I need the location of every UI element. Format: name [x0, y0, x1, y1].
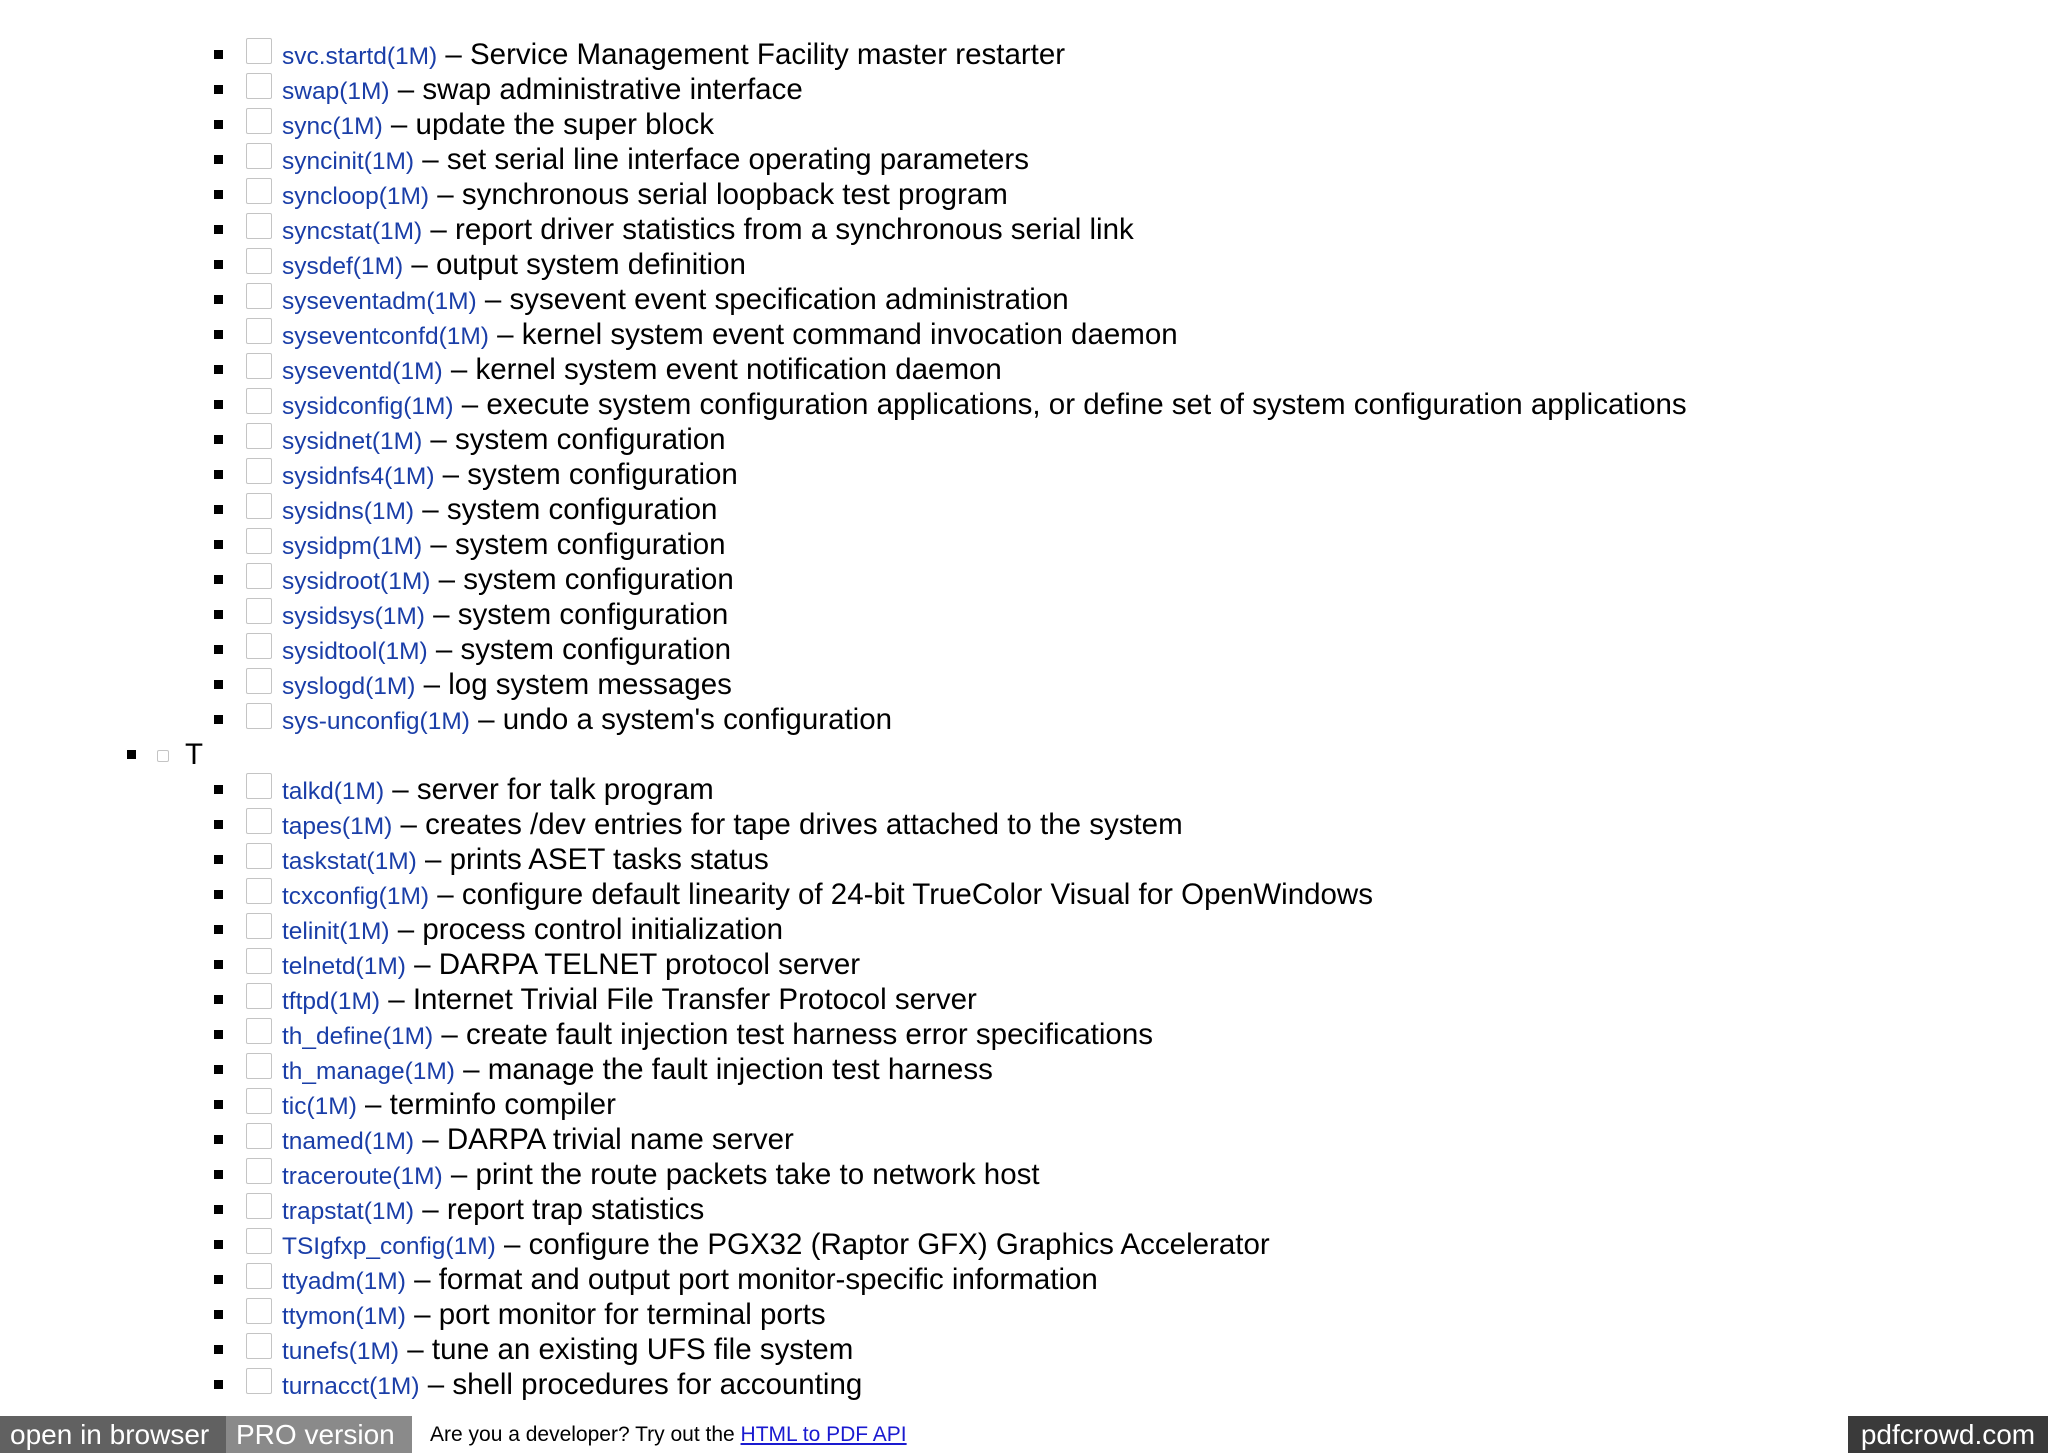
checkbox-icon: [246, 1228, 272, 1254]
command-description: – create fault injection test harness error specifications: [433, 1018, 1153, 1051]
promo-text: Are you a developer? Try out the: [430, 1423, 741, 1446]
list-item: [0, 1052, 2048, 1087]
man-page-link[interactable]: ttyadm(1M): [282, 1268, 406, 1295]
bullet-icon: [214, 120, 223, 129]
list-item-text: [282, 423, 726, 459]
man-page-link[interactable]: syncstat(1M): [282, 218, 423, 245]
list-item: [0, 1332, 2048, 1367]
list-item: [0, 177, 2048, 212]
list-item-text: [282, 248, 746, 284]
bullet-icon: [214, 1100, 223, 1109]
list-item-text: [282, 108, 714, 144]
checkbox-icon: [157, 750, 169, 762]
command-description: – system configuration: [430, 563, 734, 596]
list-item-text: [282, 1053, 993, 1089]
checkbox-icon: [246, 563, 272, 589]
list-item: [0, 37, 2048, 72]
man-page-link[interactable]: syseventadm(1M): [282, 288, 477, 315]
list-item: [0, 352, 2048, 387]
checkbox-icon: [246, 528, 272, 554]
man-page-link[interactable]: svc.startd(1M): [282, 43, 438, 70]
list-item-text: [282, 808, 1183, 844]
list-item: [0, 912, 2048, 947]
bullet-icon: [214, 540, 223, 549]
list-item-text: [282, 563, 734, 599]
checkbox-icon: [246, 248, 272, 274]
command-description: – swap administrative interface: [389, 73, 803, 106]
man-page-link[interactable]: tunefs(1M): [282, 1338, 400, 1365]
command-description: – creates /dev entries for tape drives attached to the system: [392, 808, 1183, 841]
man-page-link[interactable]: sync(1M): [282, 113, 383, 140]
list-item: [0, 422, 2048, 457]
bullet-icon: [214, 1135, 223, 1144]
bullet-icon: [214, 225, 223, 234]
bullet-icon: [214, 610, 223, 619]
command-description: – tune an existing UFS file system: [399, 1333, 854, 1366]
command-description: – system configuration: [427, 633, 732, 666]
command-description: – synchronous serial loopback test program: [429, 178, 1008, 211]
man-page-link[interactable]: syncloop(1M): [282, 183, 430, 210]
man-page-link[interactable]: tapes(1M): [282, 813, 393, 840]
bullet-icon: [214, 50, 223, 59]
list-item: [0, 282, 2048, 317]
list-item: [0, 1227, 2048, 1262]
list-item-text: [282, 843, 769, 879]
checkbox-icon: [246, 493, 272, 519]
list-item: [0, 667, 2048, 702]
command-description: – report driver statistics from a synchronous serial link: [422, 213, 1134, 246]
checkbox-icon: [246, 353, 272, 379]
checkbox-icon: [246, 598, 272, 624]
list-item-text: [282, 458, 738, 494]
checkbox-icon: [246, 73, 272, 99]
list-item-text: [282, 773, 714, 809]
list-item-text: [282, 948, 860, 984]
bullet-icon: [214, 1310, 223, 1319]
command-description: – server for talk program: [384, 773, 714, 806]
man-page-link[interactable]: sys-unconfig(1M): [282, 708, 470, 735]
bullet-icon: [214, 820, 223, 829]
man-page-link[interactable]: tic(1M): [282, 1093, 357, 1120]
list-item: [0, 387, 2048, 422]
list-item-text: [282, 1018, 1153, 1054]
checkbox-icon: [246, 388, 272, 414]
list-item-text: [282, 1123, 794, 1159]
man-page-link[interactable]: trapstat(1M): [282, 1198, 415, 1225]
list-item-text: [282, 1298, 826, 1334]
checkbox-icon: [246, 1263, 272, 1289]
list-item: [0, 457, 2048, 492]
checkbox-icon: [246, 878, 272, 904]
list-item: [0, 1297, 2048, 1332]
command-description: – execute system configuration applications, or define set of system configuration applications: [453, 388, 1687, 421]
checkbox-icon: [246, 773, 272, 799]
bullet-icon: [214, 1030, 223, 1039]
command-description: – Internet Trivial File Transfer Protocol server: [380, 983, 977, 1016]
section-letter: T: [185, 738, 204, 771]
man-page-link[interactable]: sysidtool(1M): [282, 638, 428, 665]
man-page-link[interactable]: th_define(1M): [282, 1023, 434, 1050]
pdfcrowd-brand-link[interactable]: pdfcrowd.com: [1848, 1416, 2048, 1453]
list-item-text: [282, 668, 732, 704]
bullet-icon: [214, 855, 223, 864]
list-item: [0, 142, 2048, 177]
man-page-link[interactable]: sysidpm(1M): [282, 533, 423, 560]
list-item-text: [282, 633, 731, 669]
list-item-text: [282, 1158, 1040, 1194]
man-page-link[interactable]: sysdef(1M): [282, 253, 404, 280]
man-page-link[interactable]: sysidconfig(1M): [282, 393, 454, 420]
checkbox-icon: [246, 458, 272, 484]
checkbox-icon: [246, 983, 272, 1009]
command-description: – set serial line interface operating parameters: [414, 143, 1029, 176]
man-page-link[interactable]: sysidroot(1M): [282, 568, 431, 595]
man-page-link[interactable]: TSIgfxp_config(1M): [282, 1233, 496, 1260]
developer-promo: [430, 1416, 907, 1453]
bullet-icon: [214, 435, 223, 444]
command-description: – format and output port monitor-specific information: [405, 1263, 1098, 1296]
bullet-icon: [214, 330, 223, 339]
list-item: [0, 597, 2048, 632]
list-item: [0, 107, 2048, 142]
pro-version-button[interactable]: PRO version: [226, 1416, 412, 1453]
bullet-icon: [214, 995, 223, 1004]
list-item-text: [282, 318, 1178, 354]
html-to-pdf-api-link[interactable]: HTML to PDF API: [740, 1423, 907, 1446]
command-description: – kernel system event notification daemon: [442, 353, 1002, 386]
man-page-link[interactable]: tcxconfig(1M): [282, 883, 430, 910]
list-item: [0, 72, 2048, 107]
list-item-text: [282, 143, 1029, 179]
list-item: [0, 982, 2048, 1017]
checkbox-icon: [246, 1298, 272, 1324]
checkbox-icon: [246, 1368, 272, 1394]
list-item-text: [282, 983, 977, 1019]
list-item-text: [282, 283, 1069, 319]
checkbox-icon: [246, 108, 272, 134]
bullet-icon: [214, 295, 223, 304]
bullet-icon: [214, 645, 223, 654]
checkbox-icon: [246, 1333, 272, 1359]
list-item: [0, 212, 2048, 247]
list-item: [0, 317, 2048, 352]
bullet-icon: [214, 1240, 223, 1249]
bullet-icon: [214, 155, 223, 164]
pdfcrowd-footer: [0, 1416, 2048, 1453]
command-description: – log system messages: [415, 668, 732, 701]
command-description: – configure the PGX32 (Raptor GFX) Graphics Accelerator: [495, 1228, 1270, 1261]
man-page-link[interactable]: tftpd(1M): [282, 988, 381, 1015]
list-item: [0, 527, 2048, 562]
bullet-icon: [214, 575, 223, 584]
command-description: – system configuration: [424, 598, 729, 631]
list-item: [0, 562, 2048, 597]
bullet-icon: [214, 1065, 223, 1074]
list-item: [0, 1122, 2048, 1157]
list-item: [0, 1087, 2048, 1122]
command-description: – update the super block: [382, 108, 715, 141]
bullet-icon: [214, 1170, 223, 1179]
man-page-link[interactable]: syseventconfd(1M): [282, 323, 489, 350]
checkbox-icon: [246, 423, 272, 449]
list-item-text: [282, 1368, 862, 1404]
man-page-link[interactable]: turnacct(1M): [282, 1373, 420, 1400]
checkbox-icon: [246, 808, 272, 834]
command-description: – kernel system event command invocation daemon: [488, 318, 1178, 351]
man-page-link[interactable]: telnetd(1M): [282, 953, 406, 980]
list-item-text: [282, 1228, 1270, 1264]
section-heading: [0, 737, 2048, 772]
command-description: – sysevent event specification administration: [476, 283, 1069, 316]
command-description: – DARPA trivial name server: [414, 1123, 794, 1156]
command-description: – terminfo compiler: [356, 1088, 616, 1121]
list-item-text: [282, 1193, 704, 1229]
command-description: – system configuration: [414, 493, 718, 526]
bullet-icon: [214, 1380, 223, 1389]
list-item: [0, 632, 2048, 667]
list-item: [0, 702, 2048, 737]
list-item: [0, 772, 2048, 807]
man-page-link[interactable]: syncinit(1M): [282, 148, 415, 175]
list-item: [0, 1192, 2048, 1227]
bullet-icon: [214, 1275, 223, 1284]
list-item: [0, 1367, 2048, 1402]
bullet-icon: [214, 680, 223, 689]
man-page-link[interactable]: talkd(1M): [282, 778, 385, 805]
command-description: – prints ASET tasks status: [416, 843, 769, 876]
command-description: – report trap statistics: [414, 1193, 705, 1226]
list-item-text: [282, 878, 1373, 914]
checkbox-icon: [246, 1158, 272, 1184]
checkbox-icon: [246, 913, 272, 939]
command-description: – system configuration: [434, 458, 738, 491]
list-item-text: [282, 38, 1065, 74]
checkbox-icon: [246, 1088, 272, 1114]
list-item: [0, 1017, 2048, 1052]
man-page-link[interactable]: ttymon(1M): [282, 1303, 406, 1330]
list-item: [0, 1157, 2048, 1192]
bullet-icon: [214, 400, 223, 409]
man-page-link[interactable]: sysidnet(1M): [282, 428, 423, 455]
bullet-icon: [214, 85, 223, 94]
command-description: – process control initialization: [389, 913, 784, 946]
checkbox-icon: [246, 1018, 272, 1044]
command-description: – configure default linearity of 24-bit TrueColor Visual for OpenWindows: [429, 878, 1373, 911]
bullet-icon: [214, 925, 223, 934]
command-description: – port monitor for terminal ports: [405, 1298, 826, 1331]
list-item-text: [282, 913, 783, 949]
man-page-link[interactable]: traceroute(1M): [282, 1163, 443, 1190]
bullet-icon: [214, 960, 223, 969]
command-description: – print the route packets take to network host: [442, 1158, 1040, 1191]
man-page-link[interactable]: th_manage(1M): [282, 1058, 455, 1085]
open-in-browser-button[interactable]: open in browser: [0, 1416, 226, 1453]
man-page-link[interactable]: sysidsys(1M): [282, 603, 425, 630]
bullet-icon: [214, 365, 223, 374]
list-item: [0, 947, 2048, 982]
man-page-link[interactable]: taskstat(1M): [282, 848, 417, 875]
list-item-text: [282, 73, 803, 109]
list-item: [0, 492, 2048, 527]
list-item-text: [282, 353, 1002, 389]
bullet-icon: [214, 1205, 223, 1214]
bullet-icon: [214, 1345, 223, 1354]
command-description: – manage the fault injection test harness: [454, 1053, 993, 1086]
checkbox-icon: [246, 213, 272, 239]
list-item-text: [282, 178, 1008, 214]
command-description: – system configuration: [422, 528, 726, 561]
list-item: [0, 1262, 2048, 1297]
list-item-text: [282, 1333, 853, 1369]
command-description: – output system definition: [403, 248, 746, 281]
bullet-icon: [214, 785, 223, 794]
list-item-text: [282, 1088, 616, 1124]
man-page-link[interactable]: tnamed(1M): [282, 1128, 415, 1155]
bullet-icon: [214, 505, 223, 514]
list-item-text: [282, 388, 1687, 424]
bullet-icon: [127, 750, 136, 759]
command-description: – shell procedures for accounting: [419, 1368, 863, 1401]
checkbox-icon: [246, 948, 272, 974]
checkbox-icon: [246, 1123, 272, 1149]
man-page-link[interactable]: sysidnfs4(1M): [282, 463, 435, 490]
man-page-link[interactable]: syseventd(1M): [282, 358, 443, 385]
list-item: [0, 842, 2048, 877]
checkbox-icon: [246, 38, 272, 64]
checkbox-icon: [246, 1193, 272, 1219]
list-item: [0, 807, 2048, 842]
checkbox-icon: [246, 318, 272, 344]
bullet-icon: [214, 260, 223, 269]
command-description: – system configuration: [422, 423, 726, 456]
command-description: – undo a system's configuration: [469, 703, 893, 736]
list-item-text: [282, 493, 717, 529]
man-page-link[interactable]: telinit(1M): [282, 918, 390, 945]
command-description: – Service Management Facility master restarter: [437, 38, 1066, 71]
bullet-icon: [214, 890, 223, 899]
checkbox-icon: [246, 668, 272, 694]
list-item: [0, 877, 2048, 912]
bullet-icon: [214, 470, 223, 479]
man-page-link[interactable]: syslogd(1M): [282, 673, 416, 700]
checkbox-icon: [246, 633, 272, 659]
list-item-text: [282, 703, 892, 739]
checkbox-icon: [246, 178, 272, 204]
list-item-text: [282, 1263, 1098, 1299]
list-item-text: [282, 598, 728, 634]
list-item-text: [282, 213, 1134, 249]
command-description: – DARPA TELNET protocol server: [405, 948, 861, 981]
man-page-link[interactable]: sysidns(1M): [282, 498, 415, 525]
list-item: [0, 247, 2048, 282]
bullet-icon: [214, 190, 223, 199]
checkbox-icon: [246, 283, 272, 309]
bullet-icon: [214, 715, 223, 724]
checkbox-icon: [246, 1053, 272, 1079]
list-item-text: [282, 528, 726, 564]
man-page-link[interactable]: swap(1M): [282, 78, 390, 105]
checkbox-icon: [246, 703, 272, 729]
checkbox-icon: [246, 143, 272, 169]
checkbox-icon: [246, 843, 272, 869]
